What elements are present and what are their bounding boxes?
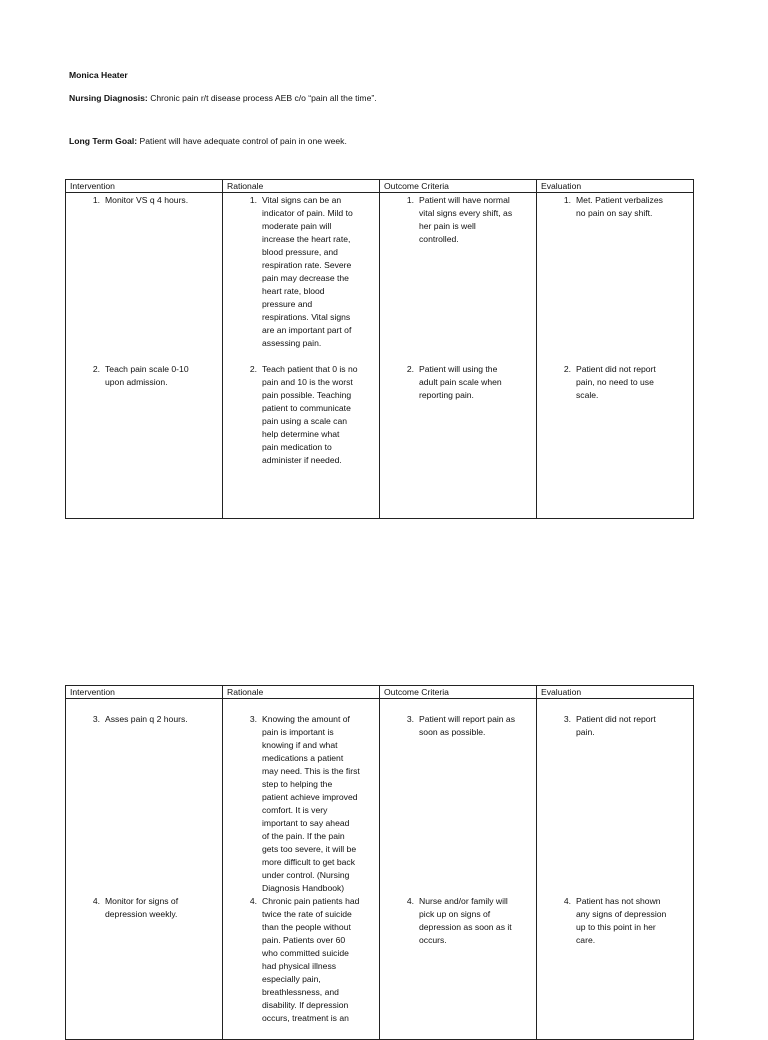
intervention-cell bbox=[66, 699, 223, 1040]
item-number: 4. bbox=[406, 896, 414, 906]
nursing-diagnosis bbox=[69, 92, 377, 105]
item-number: 2. bbox=[563, 364, 571, 374]
item-number: 2. bbox=[92, 364, 100, 374]
item-text: Patient has not shown any signs of depression up to this point in her care. bbox=[576, 896, 667, 945]
item-text: Nurse and/or family will pick up on signs of depression as soon as it occurs. bbox=[419, 896, 512, 945]
rationale-cell bbox=[223, 193, 380, 519]
column-header-evaluation: Evaluation bbox=[537, 180, 694, 193]
column-header-rationale: Rationale bbox=[223, 180, 380, 193]
item-text: Met. Patient verbalizes no pain on say shift. bbox=[576, 195, 663, 218]
item-text: Chronic pain patients had twice the rate of suicide than the people without pain. Patients over 60 who committed suicide had physical illness especially pain, breathlessness, and disability. If depression occurs, treatment is an bbox=[262, 896, 360, 1023]
item-text: Vital signs can be an indicator of pain. Mild to moderate pain will increase the heart rate, blood pressure, and respiration rate. Severe pain may decrease the heart rate, blood pressure and respirations. Vital signs are an important part of assessing pain. bbox=[262, 195, 353, 348]
item-number: 1. bbox=[92, 195, 100, 205]
item-text: Patient did not report pain, no need to use scale. bbox=[576, 364, 656, 400]
care-plan-table-1 bbox=[65, 179, 694, 519]
item-number: 1. bbox=[406, 195, 414, 205]
item-number: 3. bbox=[92, 714, 100, 724]
item-text: Knowing the amount of pain is important is knowing if and what medications a patient may need. This is the first step to helping the patient achieve improved comfort. It is very important to say ahead of the pain. If the pain gets too severe, it will be more difficult to get back under control. (Nursing Diagnosis Handbook) bbox=[262, 714, 360, 893]
item-number: 3. bbox=[406, 714, 414, 724]
column-header-outcome: Outcome Criteria bbox=[380, 180, 537, 193]
item-text: Monitor for signs of depression weekly. bbox=[105, 896, 179, 919]
goal-text: Patient will have adequate control of pain in one week. bbox=[139, 136, 347, 146]
intervention-cell bbox=[66, 193, 223, 519]
outcome-cell bbox=[380, 193, 537, 519]
rationale-cell bbox=[223, 699, 380, 1040]
column-header-outcome: Outcome Criteria bbox=[380, 686, 537, 699]
item-number: 2. bbox=[249, 364, 257, 374]
item-text: Patient will report pain as soon as possible. bbox=[419, 714, 516, 737]
column-header-evaluation: Evaluation bbox=[537, 686, 694, 699]
diagnosis-label: Nursing Diagnosis: bbox=[69, 93, 148, 103]
table-row bbox=[66, 699, 694, 1040]
item-number: 3. bbox=[249, 714, 257, 724]
item-number: 4. bbox=[249, 896, 257, 906]
care-plan-table-2 bbox=[65, 685, 694, 1040]
diagnosis-text: Chronic pain r/t disease process AEB c/o “pain all the time”. bbox=[150, 93, 377, 103]
item-text: Patient will have normal vital signs every shift, as her pain is well controlled. bbox=[419, 195, 513, 244]
item-text: Asses pain q 2 hours. bbox=[105, 714, 188, 724]
outcome-cell bbox=[380, 699, 537, 1040]
long-term-goal bbox=[69, 135, 347, 148]
item-text: Patient did not report pain. bbox=[576, 714, 656, 737]
column-header-intervention: Intervention bbox=[66, 180, 223, 193]
table-header-row bbox=[66, 686, 694, 699]
item-number: 4. bbox=[563, 896, 571, 906]
item-number: 1. bbox=[249, 195, 257, 205]
patient-name: Monica Heater bbox=[69, 70, 128, 80]
item-number: 3. bbox=[563, 714, 571, 724]
item-number: 1. bbox=[563, 195, 571, 205]
column-header-rationale: Rationale bbox=[223, 686, 380, 699]
column-header-intervention: Intervention bbox=[66, 686, 223, 699]
item-number: 2. bbox=[406, 364, 414, 374]
evaluation-cell bbox=[537, 193, 694, 519]
table-row bbox=[66, 193, 694, 519]
item-text: Teach pain scale 0-10 upon admission. bbox=[105, 364, 189, 387]
table-header-row bbox=[66, 180, 694, 193]
item-text: Monitor VS q 4 hours. bbox=[105, 195, 189, 205]
evaluation-cell bbox=[537, 699, 694, 1040]
item-text: Teach patient that 0 is no pain and 10 is the worst pain possible. Teaching patient to communicate pain using a scale can help determine what pain medication to administer if needed. bbox=[262, 364, 358, 465]
item-text: Patient will using the adult pain scale when reporting pain. bbox=[419, 364, 502, 400]
goal-label: Long Term Goal: bbox=[69, 136, 138, 146]
item-number: 4. bbox=[92, 896, 100, 906]
